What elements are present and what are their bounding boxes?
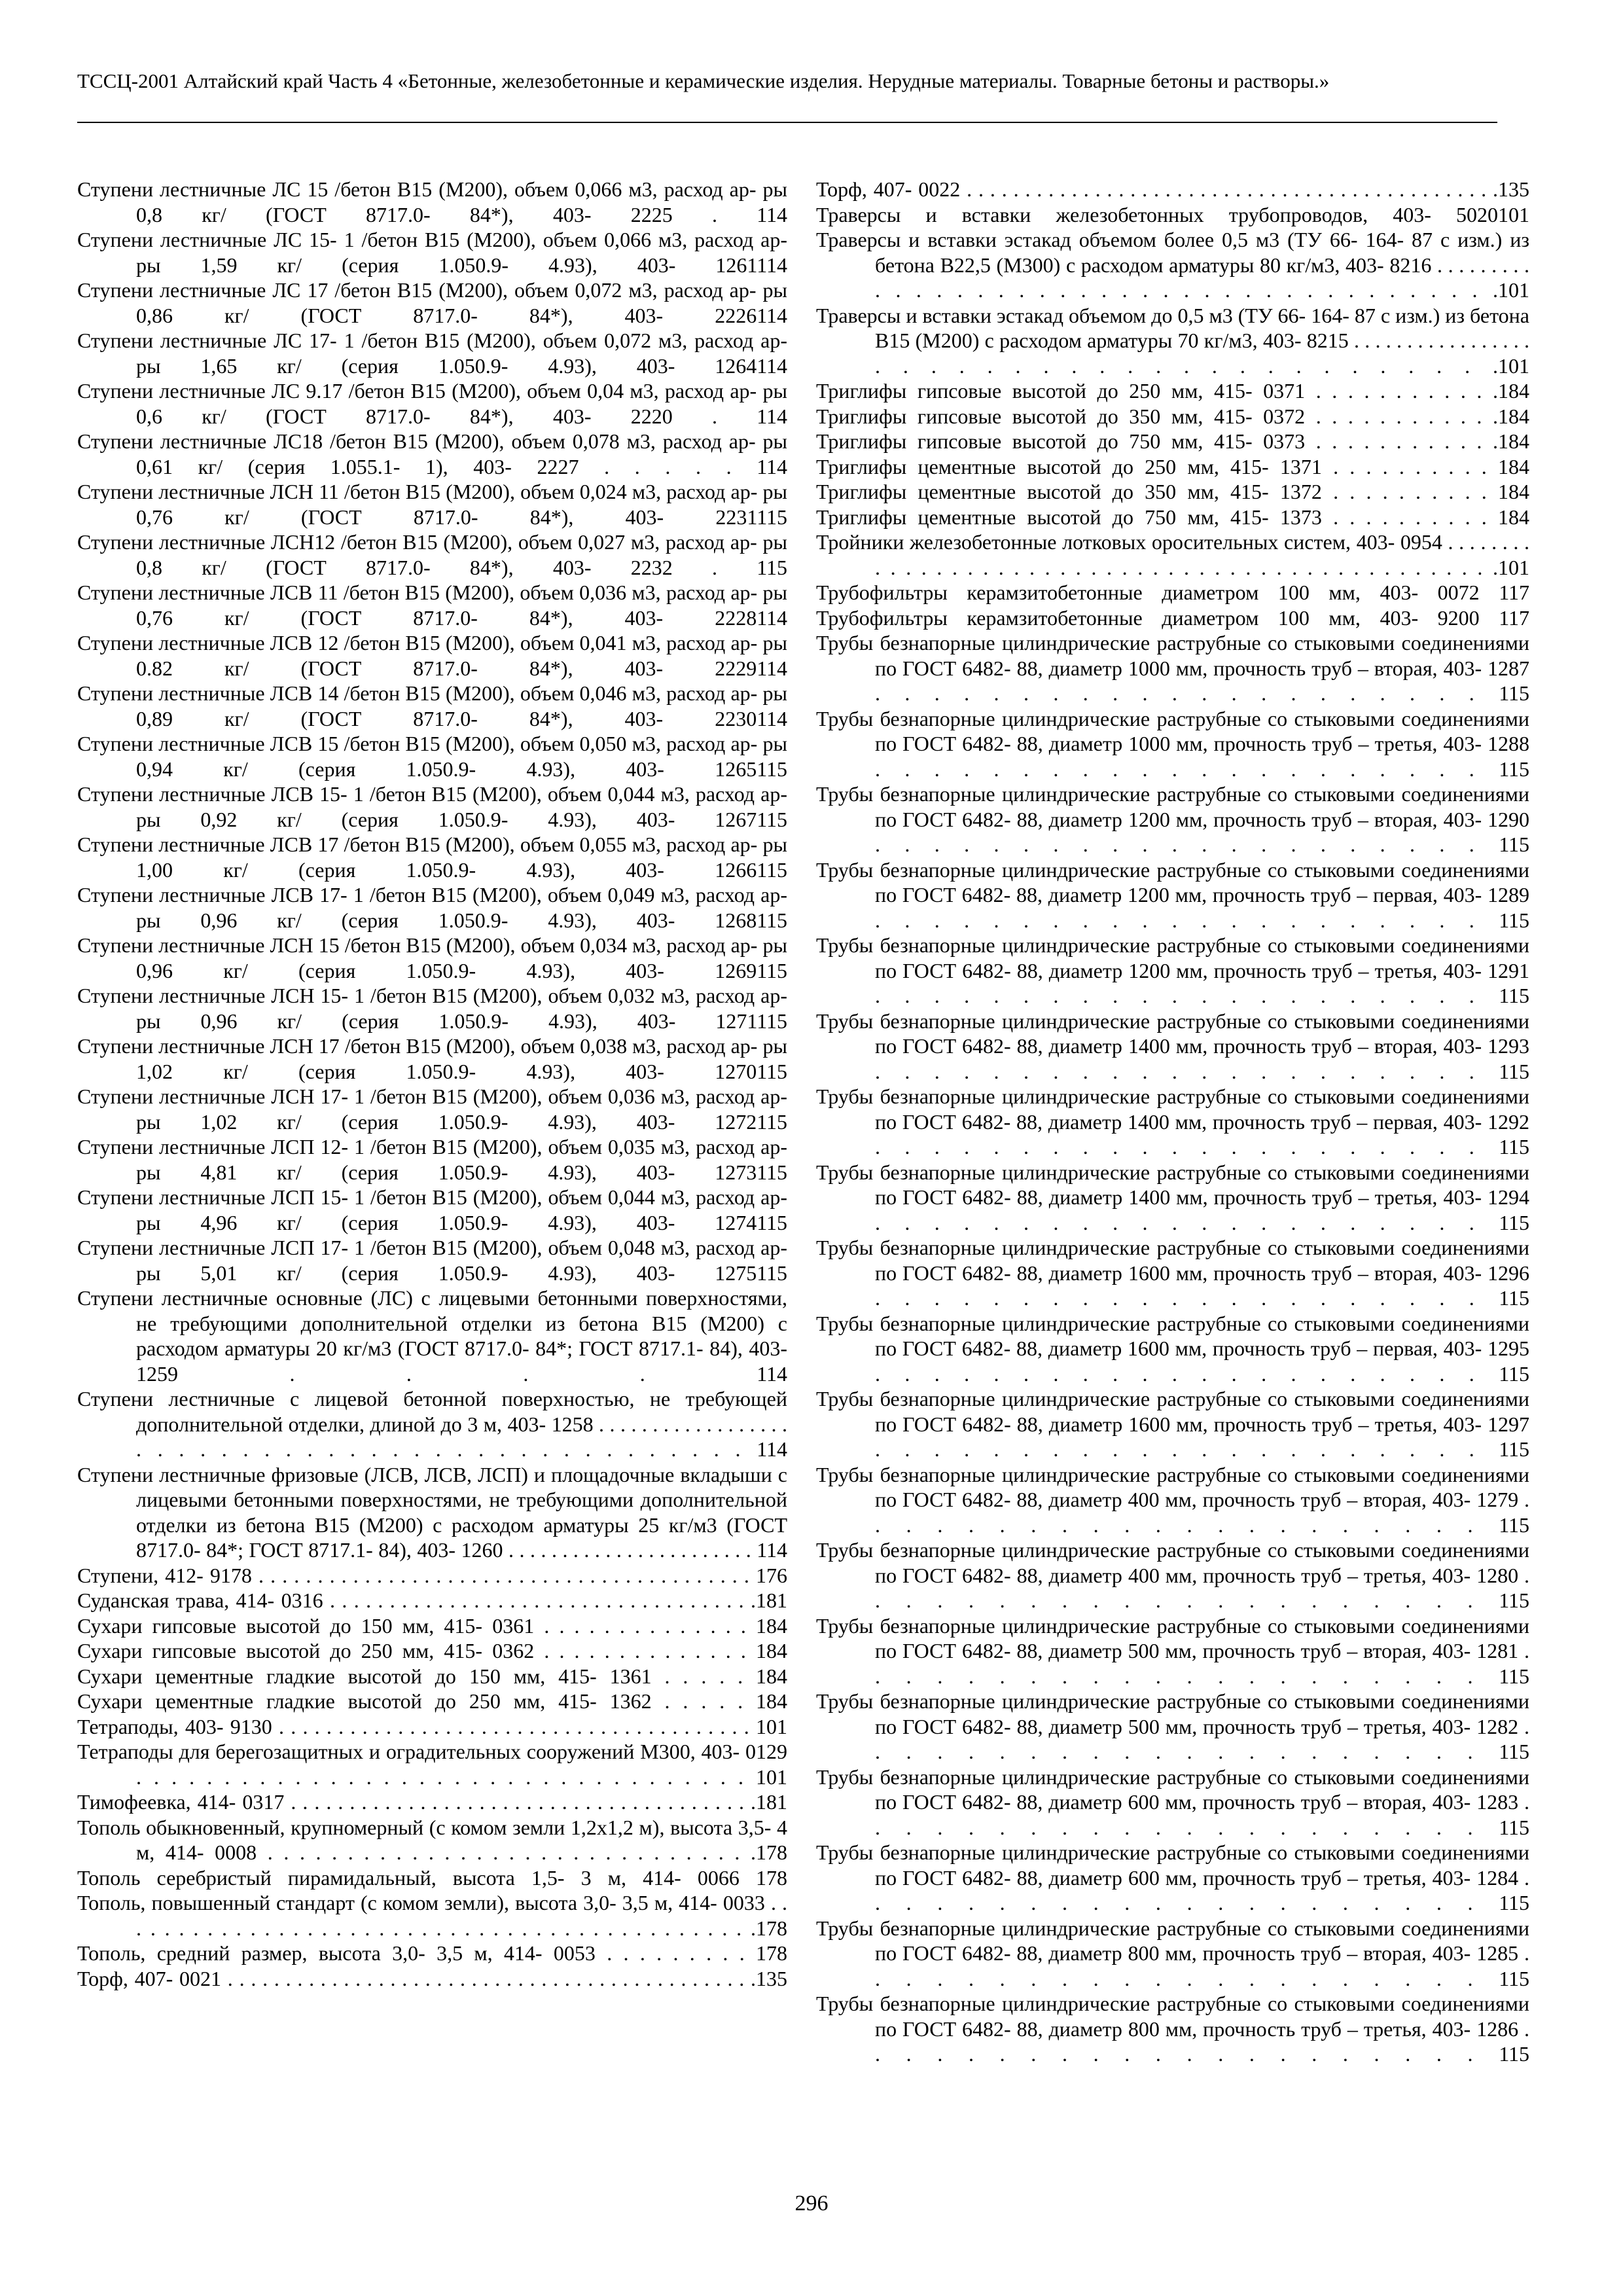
index-entry: Тополь, средний размер, высота 3,0- 3,5 м, 414- 0053 . . . . . . . . . 178 (77, 1941, 787, 1965)
index-entry: Ступени лестничные ЛС 17- 1 /бетон В15 (М200), объем 0,072 м3, расход ар- ры 1,65 кг/ (серия 1.050.9- 4.93), 403- 1264114 (77, 329, 787, 378)
index-entry: Ступени лестничные ЛС18 /бетон В15 (М200), объем 0,078 м3, расход ар- ры 0,61 кг/ (серия 1.055.1- 1), 403- 2227 . . . . . 114 (77, 429, 787, 478)
index-column-left (77, 177, 787, 1991)
index-entry: Траверсы и вставки железобетонных трубопроводов, 403- 5020101 (816, 202, 1529, 226)
index-entry: Тетраподы, 403- 9130 . . . . . . . . . . . . . . . . . . . . . . . . . . . . . . . . . . . . . . . . 101 (77, 1714, 787, 1738)
index-entry: Трубы безнапорные цилиндрические раструбные со стыковыми соединениями по ГОСТ 6482- 88, диаметр 1200 мм, прочность труб – первая, 403- 1289 . . . . . . . . . . . . . . . . . . . . . 115 (816, 857, 1529, 932)
index-entry: Сухари гипсовые высотой до 150 мм, 415- 0361 . . . . . . . . . . . . . . 184 (77, 1613, 787, 1638)
index-entry: Ступени лестничные ЛСВ 14 /бетон В15 (М200), объем 0,046 м3, расход ар- ры 0,89 кг/ (ГОСТ 8717.0- 84*), 403- 2230114 (77, 681, 787, 730)
index-entry: Триглифы гипсовые высотой до 250 мм, 415- 0371 . . . . . . . . . . . .184 (816, 379, 1529, 403)
index-entry: Триглифы гипсовые высотой до 750 мм, 415- 0373 . . . . . . . . . . . .184 (816, 429, 1529, 453)
index-entry: Ступени лестничные ЛСВ 17 /бетон В15 (М200), объем 0,055 м3, расход ар- ры 1,00 кг/ (серия 1.050.9- 4.93), 403- 1266115 (77, 833, 787, 882)
index-entry: Сухари цементные гладкие высотой до 150 мм, 415- 1361 . . . . . 184 (77, 1664, 787, 1688)
index-entry: Ступени лестничные ЛСН 17- 1 /бетон В15 (М200), объем 0,036 м3, расход ар- ры 1,02 кг/ (серия 1.050.9- 4.93), 403- 1272115 (77, 1085, 787, 1134)
index-entry: Тополь серебристый пирамидальный, высота 1,5- 3 м, 414- 0066 178 (77, 1865, 787, 1890)
index-entry: Трубы безнапорные цилиндрические раструбные со стыковыми соединениями по ГОСТ 6482- 88, диаметр 1600 мм, прочность труб – вторая, 403- 1296 . . . . . . . . . . . . . . . . . . . . . 115 (816, 1236, 1529, 1310)
index-entry: Ступени лестничные ЛСН 15- 1 /бетон В15 (М200), объем 0,032 м3, расход ар- ры 0,96 кг/ (серия 1.050.9- 4.93), 403- 1271115 (77, 984, 787, 1033)
index-entry: Траверсы и вставки эстакад объемом до 0,5 м3 (ТУ 66- 164- 87 с изм.) из бетона В15 (М200) с расходом арматуры 70 кг/м3, 403- 8215 . . . . . . . . . . . . . . . . . . . . . . . . . . . . . . . . . . . . . . . .101 (816, 303, 1529, 378)
page-header (77, 68, 1497, 94)
index-entry: Ступени лестничные ЛС 15- 1 /бетон В15 (М200), объем 0,066 м3, расход ар- ры 1,59 кг/ (серия 1.050.9- 4.93), 403- 1261114 (77, 228, 787, 277)
index-entry: Трубы безнапорные цилиндрические раструбные со стыковыми соединениями по ГОСТ 6482- 88, диаметр 500 мм, прочность труб – третья, 403- 1282 . . . . . . . . . . . . . . . . . . . . . 115 (816, 1689, 1529, 1763)
index-entry: Триглифы цементные высотой до 350 мм, 415- 1372 . . . . . . . . . . 184 (816, 480, 1529, 503)
index-entry: Ступени лестничные ЛСН12 /бетон В15 (М200), объем 0,027 м3, расход ар- ры 0,8 кг/ (ГОСТ 8717.0- 84*), 403- 2232 . 115 (77, 530, 787, 579)
index-entry: Тимофеевка, 414- 0317 . . . . . . . . . . . . . . . . . . . . . . . . . . . . . . . . . . . . . . . .181 (77, 1790, 787, 1814)
index-entry: Трубы безнапорные цилиндрические раструбные со стыковыми соединениями по ГОСТ 6482- 88, диаметр 1600 мм, прочность труб – третья, 403- 1297 . . . . . . . . . . . . . . . . . . . . . 115 (816, 1387, 1529, 1461)
index-entry: Трубы безнапорные цилиндрические раструбные со стыковыми соединениями по ГОСТ 6482- 88, диаметр 500 мм, прочность труб – вторая, 403- 1281 . . . . . . . . . . . . . . . . . . . . . 115 (816, 1613, 1529, 1688)
index-entry: Трубы безнапорные цилиндрические раструбные со стыковыми соединениями по ГОСТ 6482- 88, диаметр 1400 мм, прочность труб – вторая, 403- 1293 . . . . . . . . . . . . . . . . . . . . . 115 (816, 1009, 1529, 1083)
index-entry: Ступени лестничные ЛСВ 11 /бетон В15 (М200), объем 0,036 м3, расход ар- ры 0,76 кг/ (ГОСТ 8717.0- 84*), 403- 2228114 (77, 581, 787, 630)
header-title: ТССЦ-2001 Алтайский край Часть 4 «Бетонные, железобетонные и керамические изделия. Нерудные материалы. Товарные бетоны и растворы.» (77, 69, 1330, 92)
index-entry: Трубы безнапорные цилиндрические раструбные со стыковыми соединениями по ГОСТ 6482- 88, диаметр 1400 мм, прочность труб – третья, 403- 1294 . . . . . . . . . . . . . . . . . . . . . 115 (816, 1160, 1529, 1234)
index-entry: Трубы безнапорные цилиндрические раструбные со стыковыми соединениями по ГОСТ 6482- 88, диаметр 400 мм, прочность труб – вторая, 403- 1279 . . . . . . . . . . . . . . . . . . . . . 115 (816, 1462, 1529, 1537)
index-entry: Ступени лестничные ЛСН 15 /бетон В15 (М200), объем 0,034 м3, расход ар- ры 0,96 кг/ (серия 1.050.9- 4.93), 403- 1269115 (77, 933, 787, 982)
index-entry: Трубофильтры керамзитобетонные диаметром 100 мм, 403- 0072 117 (816, 581, 1529, 604)
index-entry: Ступени лестничные ЛСП 17- 1 /бетон В15 (М200), объем 0,048 м3, расход ар- ры 5,01 кг/ (серия 1.050.9- 4.93), 403- 1275115 (77, 1236, 787, 1285)
index-entry: Трубы безнапорные цилиндрические раструбные со стыковыми соединениями по ГОСТ 6482- 88, диаметр 800 мм, прочность труб – вторая, 403- 1285 . . . . . . . . . . . . . . . . . . . . . 115 (816, 1916, 1529, 1990)
index-entry: Трубы безнапорные цилиндрические раструбные со стыковыми соединениями по ГОСТ 6482- 88, диаметр 1200 мм, прочность труб – вторая, 403- 1290 . . . . . . . . . . . . . . . . . . . . . 115 (816, 782, 1529, 856)
index-entry: Торф, 407- 0021 . . . . . . . . . . . . . . . . . . . . . . . . . . . . . . . . . . . . . . . . . . . . . .135 (77, 1966, 787, 1990)
index-entry: Ступени лестничные основные (ЛС) с лицевыми бетонными поверхностями, не требующими дополнительной отделки из бетона В15 (М200) с расходом арматуры 20 кг/м3 (ГОСТ 8717.0- 84*; ГОСТ 8717.1- 84), 403- 1259 . . . . 114 (77, 1286, 787, 1386)
index-entry: Ступени лестничные ЛСН 17 /бетон В15 (М200), объем 0,038 м3, расход ар- ры 1,02 кг/ (серия 1.050.9- 4.93), 403- 1270115 (77, 1034, 787, 1083)
index-entry: Ступени лестничные ЛСН 11 /бетон В15 (М200), объем 0,024 м3, расход ар- ры 0,76 кг/ (ГОСТ 8717.0- 84*), 403- 2231115 (77, 480, 787, 529)
index-entry: Трубы безнапорные цилиндрические раструбные со стыковыми соединениями по ГОСТ 6482- 88, диаметр 1600 мм, прочность труб – первая, 403- 1295 . . . . . . . . . . . . . . . . . . . . . 115 (816, 1311, 1529, 1386)
index-entry: Ступени лестничные с лицевой бетонной поверхностью, не требующей дополнительной отделки, длиной до 3 м, 403- 1258 . . . . . . . . . . . . . . . . . . . . . . . . . . . . . . . . . . . . . . . . . . . . . . . 114 (77, 1387, 787, 1461)
index-entry: Тройники железобетонные лотковых оросительных систем, 403- 0954 . . . . . . . . . . . . . . . . . . . . . . . . . . . . . . . . . . . . . . . . . . . . . . . . .101 (816, 530, 1529, 579)
index-entry: Сухари гипсовые высотой до 250 мм, 415- 0362 . . . . . . . . . . . . . . 184 (77, 1639, 787, 1662)
index-entry: Ступени лестничные ЛСВ 15 /бетон В15 (М200), объем 0,050 м3, расход ар- ры 0,94 кг/ (серия 1.050.9- 4.93), 403- 1265115 (77, 732, 787, 781)
index-entry: Ступени лестничные ЛСВ 12 /бетон В15 (М200), объем 0,041 м3, расход ар- ры 0.82 кг/ (ГОСТ 8717.0- 84*), 403- 2229114 (77, 631, 787, 680)
index-entry: Трубы безнапорные цилиндрические раструбные со стыковыми соединениями по ГОСТ 6482- 88, диаметр 600 мм, прочность труб – третья, 403- 1284 . . . . . . . . . . . . . . . . . . . . . 115 (816, 1840, 1529, 1914)
index-entry: Ступени, 412- 9178 . . . . . . . . . . . . . . . . . . . . . . . . . . . . . . . . . . . . . . . . . . 176 (77, 1563, 787, 1587)
index-entry: Трубы безнапорные цилиндрические раструбные со стыковыми соединениями по ГОСТ 6482- 88, диаметр 1000 мм, прочность труб – третья, 403- 1288 . . . . . . . . . . . . . . . . . . . . . 115 (816, 706, 1529, 781)
index-entry: Трубы безнапорные цилиндрические раструбные со стыковыми соединениями по ГОСТ 6482- 88, диаметр 1000 мм, прочность труб – вторая, 403- 1287 . . . . . . . . . . . . . . . . . . . . . 115 (816, 631, 1529, 705)
index-entry: Триглифы цементные высотой до 250 мм, 415- 1371 . . . . . . . . . . 184 (816, 454, 1529, 478)
index-entry: Ступени лестничные ЛС 15 /бетон В15 (М200), объем 0,066 м3, расход ар- ры 0,8 кг/ (ГОСТ 8717.0- 84*), 403- 2225 . 114 (77, 177, 787, 226)
index-entry: Трубы безнапорные цилиндрические раструбные со стыковыми соединениями по ГОСТ 6482- 88, диаметр 1200 мм, прочность труб – третья, 403- 1291 . . . . . . . . . . . . . . . . . . . . . 115 (816, 933, 1529, 1007)
index-entry: Ступени лестничные ЛСП 12- 1 /бетон В15 (М200), объем 0,035 м3, расход ар- ры 4,81 кг/ (серия 1.050.9- 4.93), 403- 1273115 (77, 1135, 787, 1184)
index-entry: Ступени лестничные ЛСВ 15- 1 /бетон В15 (М200), объем 0,044 м3, расход ар- ры 0,92 кг/ (серия 1.050.9- 4.93), 403- 1267115 (77, 782, 787, 831)
index-column-right (816, 177, 1529, 2067)
index-entry: Ступени лестничные ЛС 17 /бетон В15 (М200), объем 0,072 м3, расход ар- ры 0,86 кг/ (ГОСТ 8717.0- 84*), 403- 2226114 (77, 278, 787, 327)
index-entry: Тополь обыкновенный, крупномерный (с комом земли 1,2х1,2 м), высота 3,5- 4 м, 414- 0008 . . . . . . . . . . . . . . . . . . . . . . . . . . . . . . .178 (77, 1815, 787, 1864)
index-entry: Трубы безнапорные цилиндрические раструбные со стыковыми соединениями по ГОСТ 6482- 88, диаметр 400 мм, прочность труб – третья, 403- 1280 . . . . . . . . . . . . . . . . . . . . . 115 (816, 1538, 1529, 1612)
page-number: 296 (794, 2191, 829, 2215)
index-entry: Трубы безнапорные цилиндрические раструбные со стыковыми соединениями по ГОСТ 6482- 88, диаметр 600 мм, прочность труб – вторая, 403- 1283 . . . . . . . . . . . . . . . . . . . . . 115 (816, 1765, 1529, 1839)
index-entry: Трубы безнапорные цилиндрические раструбные со стыковыми соединениями по ГОСТ 6482- 88, диаметр 1400 мм, прочность труб – первая, 403- 1292 . . . . . . . . . . . . . . . . . . . . . 115 (816, 1085, 1529, 1158)
index-entry: Трубы безнапорные цилиндрические раструбные со стыковыми соединениями по ГОСТ 6482- 88, диаметр 800 мм, прочность труб – третья, 403- 1286 . . . . . . . . . . . . . . . . . . . . . 115 (816, 1992, 1529, 2066)
index-entry: Ступени лестничные фризовые (ЛСВ, ЛСВ, ЛСП) и площадочные вкладыши с лицевыми бетонными поверхностями, не требующими дополнительной отделки из бетона В15 (М200) с расходом арматуры 25 кг/м3 (ГОСТ 8717.0- 84*; ГОСТ 8717.1- 84), 403- 1260 . . . . . . . . . . . . . . . . . . . . . . . 114 (77, 1462, 787, 1562)
index-entry: Тополь, повышенный стандарт (с комом земли), высота 3,0- 3,5 м, 414- 0033 . . . . . . . . . . . . . . . . . . . . . . . . . . . . . . . . . . . . . . . . . . . . . .178 (77, 1891, 787, 1940)
index-entry: Трубофильтры керамзитобетонные диаметром 100 мм, 403- 9200 117 (816, 605, 1529, 630)
index-entry: Триглифы гипсовые высотой до 350 мм, 415- 0372 . . . . . . . . . . . .184 (816, 404, 1529, 428)
index-entry: Суданская трава, 414- 0316 . . . . . . . . . . . . . . . . . . . . . . . . . . . . . . . . . . . .181 (77, 1588, 787, 1612)
index-entry: Тетраподы для берегозащитных и оградительных сооружений М300, 403- 0129 . . . . . . . . . . . . . . . . . . . . . . . . . . . . . . . . . . . 101 (77, 1740, 787, 1789)
index-entry: Торф, 407- 0022 . . . . . . . . . . . . . . . . . . . . . . . . . . . . . . . . . . . . . . . . . . . . . .135 (816, 177, 1529, 201)
index-entry: Сухари цементные гладкие высотой до 250 мм, 415- 1362 . . . . . 184 (77, 1689, 787, 1713)
index-entry: Траверсы и вставки эстакад объемом более 0,5 м3 (ТУ 66- 164- 87 с изм.) из бетона В22,5 (М300) с расходом арматуры 80 кг/м3, 403- 8216 . . . . . . . . . . . . . . . . . . . . . . . . . . . . . . . . . . . . . . . .101 (816, 228, 1529, 302)
index-entry: Ступени лестничные ЛСП 15- 1 /бетон В15 (М200), объем 0,044 м3, расход ар- ры 4,96 кг/ (серия 1.050.9- 4.93), 403- 1274115 (77, 1185, 787, 1234)
index-entry: Ступени лестничные ЛСВ 17- 1 /бетон В15 (М200), объем 0,049 м3, расход ар- ры 0,96 кг/ (серия 1.050.9- 4.93), 403- 1268115 (77, 883, 787, 932)
header-divider (77, 122, 1497, 123)
index-entry: Ступени лестничные ЛС 9.17 /бетон В15 (М200), объем 0,04 м3, расход ар- ры 0,6 кг/ (ГОСТ 8717.0- 84*), 403- 2220 . 114 (77, 379, 787, 428)
index-entry: Триглифы цементные высотой до 750 мм, 415- 1373 . . . . . . . . . . 184 (816, 505, 1529, 529)
